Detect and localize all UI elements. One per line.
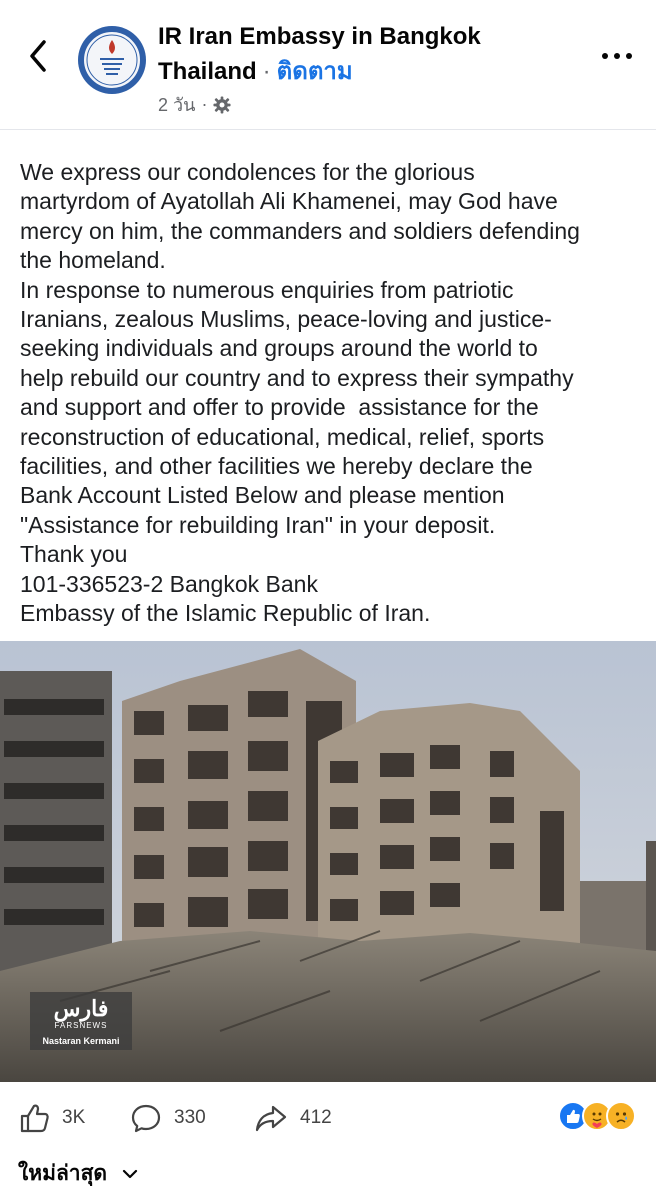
more-horizontal-icon: [600, 46, 634, 66]
sad-reaction-icon: [606, 1101, 636, 1131]
share-arrow-icon: [254, 1102, 288, 1134]
watermark-agency: FARSNEWS: [54, 1021, 108, 1030]
header-divider: [0, 129, 656, 130]
comment-count: 330: [174, 1107, 206, 1128]
comment-button[interactable]: [130, 1088, 206, 1148]
sort-label: ใหม่ล่าสุด: [18, 1162, 108, 1185]
gear-icon: [213, 96, 231, 114]
more-options-button[interactable]: [600, 46, 634, 66]
like-button[interactable]: [18, 1088, 85, 1148]
photo-credit: Nastaran Kermani: [42, 1036, 120, 1046]
like-count: 3K: [62, 1107, 86, 1128]
page-name-continued[interactable]: Thailand: [158, 58, 257, 85]
chevron-left-icon: [22, 36, 56, 76]
watermark-logo: فارس: [53, 996, 109, 1021]
chevron-down-icon: [119, 1166, 141, 1182]
post-text: We express our condolences for the glorious martyrdom of Ayatollah Ali Khamenei, may God have mercy on him, the commanders and soldiers defending the homeland. In response to numerous enquiries from patriotic Iranians, zealous Muslims, peace-loving and justice- seeking individuals and groups around the world to help rebuild our country and to express their sympathy and support and offer to provide assistance for the reconstruction of educational, medical, relief, sports facilities, and other facilities we hereby declare the Bank Account Listed Below and please mention "Assistance for rebuilding Iran" in your deposit. Thank you 101-336523-2 Bangkok Bank Embassy of the Islamic Republic of Iran.: [20, 159, 580, 627]
thumbs-up-icon: [18, 1102, 50, 1134]
comment-icon: [130, 1102, 162, 1134]
comment-sort-dropdown[interactable]: [18, 1157, 141, 1190]
name-separator: ·: [262, 58, 271, 85]
meta-separator: ·: [201, 94, 208, 114]
page-avatar[interactable]: [78, 26, 146, 94]
reaction-summary[interactable]: [558, 1101, 638, 1133]
page-name-line2: [158, 57, 353, 87]
post-meta: [158, 90, 231, 119]
news-watermark: [30, 992, 132, 1050]
post-timestamp[interactable]: 2 วัน: [158, 95, 196, 115]
back-button[interactable]: [22, 36, 56, 76]
post-header: [0, 0, 656, 130]
share-button[interactable]: [254, 1088, 332, 1148]
share-count: 412: [300, 1107, 332, 1128]
follow-button[interactable]: ติดตาม: [276, 58, 353, 85]
post-photo[interactable]: [0, 641, 656, 1082]
page-name[interactable]: IR Iran Embassy in Bangkok: [158, 23, 481, 50]
embassy-emblem: [83, 31, 141, 89]
